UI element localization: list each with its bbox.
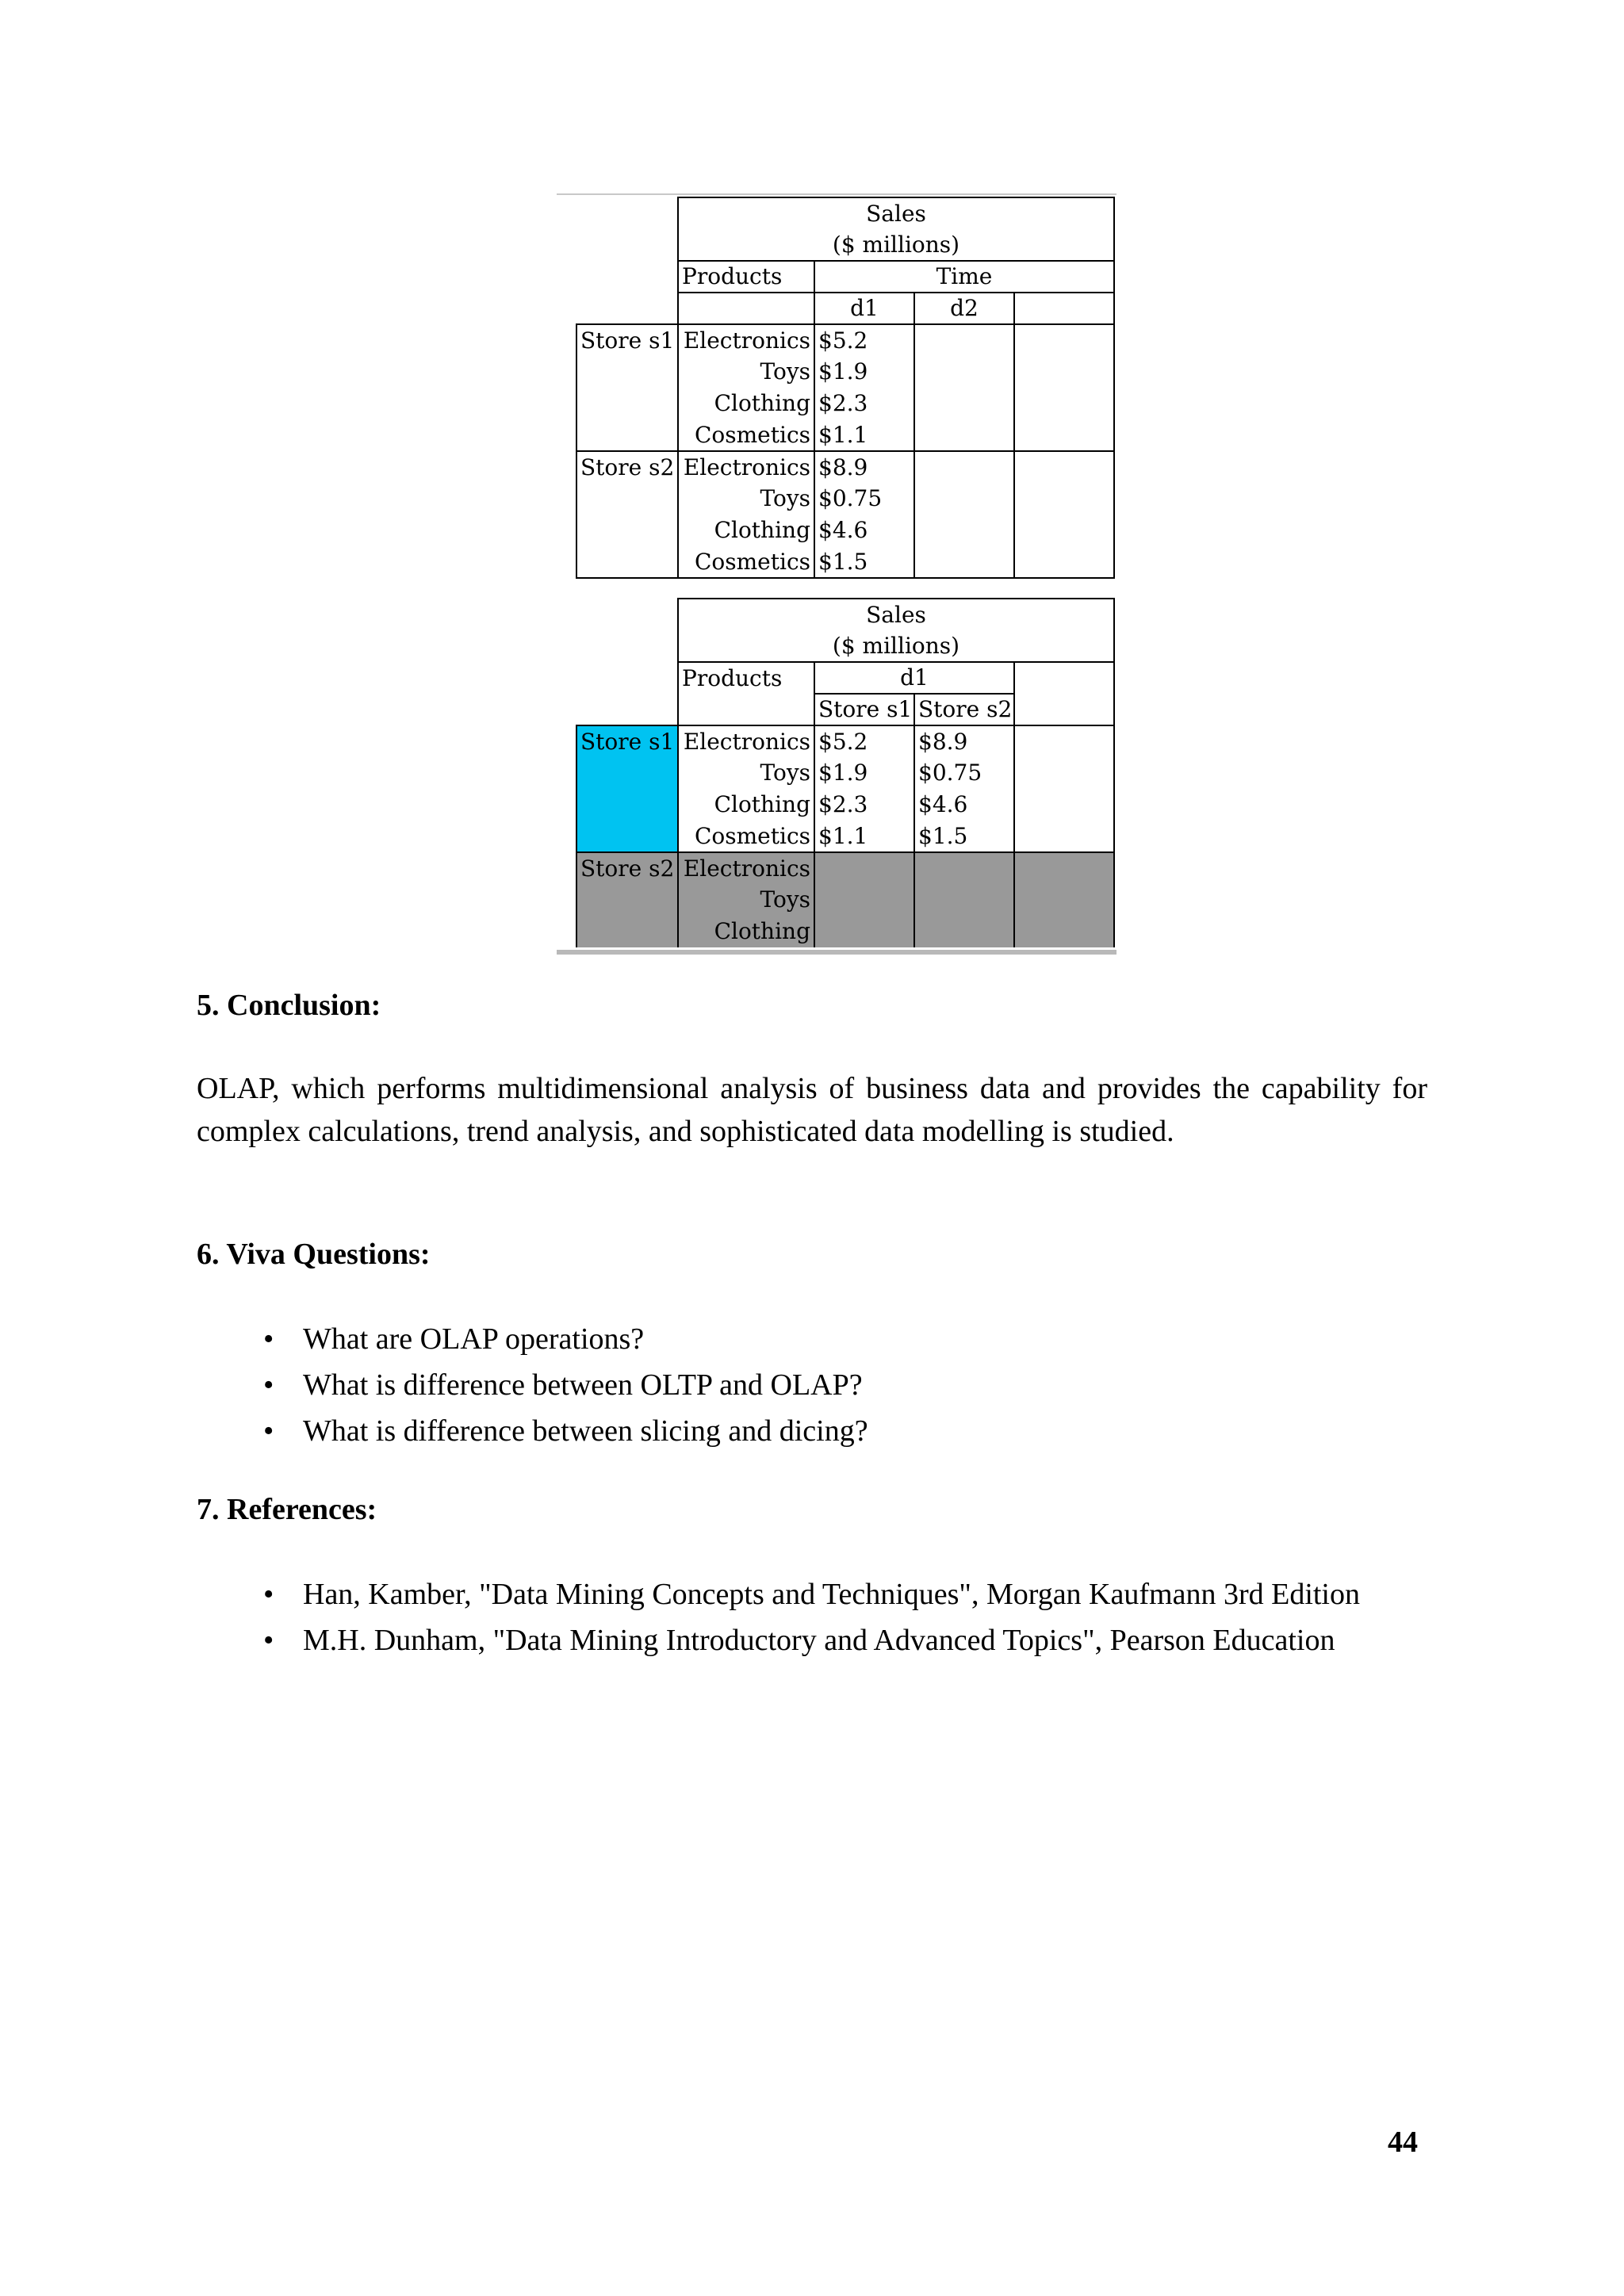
value-cell: $2.3 xyxy=(814,789,914,821)
product-cell: Toys xyxy=(678,356,814,388)
value-cell: $4.6 xyxy=(814,515,914,546)
product-cell: Toys xyxy=(678,483,814,515)
sales-unit: ($ millions) xyxy=(678,229,1114,261)
product-cell: Clothing xyxy=(678,388,814,419)
value-cell: $1.9 xyxy=(814,757,914,789)
sales-header: Sales xyxy=(678,197,1114,229)
products-label: Products xyxy=(678,261,814,293)
list-item: • Han, Kamber, "Data Mining Concepts and Techniques", Morgan Kaufmann 3rd Edition xyxy=(263,1573,1437,1616)
col-d2: d2 xyxy=(914,293,1014,324)
product-cell: Cosmetics xyxy=(678,419,814,451)
page-number: 44 xyxy=(1388,2126,1418,2159)
store-s2-label: Store s2 xyxy=(576,852,678,884)
bullet-icon: • xyxy=(263,1414,274,1448)
value-cell: $1.1 xyxy=(814,821,914,852)
product-cell: Toys xyxy=(678,884,814,916)
store-s1-label: Store s1 xyxy=(576,324,678,356)
value-cell: $1.9 xyxy=(814,356,914,388)
value-cell: $1.1 xyxy=(814,419,914,451)
value-cell: $5.2 xyxy=(814,324,914,356)
product-cell: Electronics xyxy=(678,451,814,483)
value-cell: $5.2 xyxy=(814,725,914,757)
product-cell: Cosmetics xyxy=(678,821,814,852)
product-cell: Electronics xyxy=(678,725,814,757)
d1-label: d1 xyxy=(814,662,1014,694)
value-cell: $1.5 xyxy=(814,546,914,578)
conclusion-heading: 5. Conclusion: xyxy=(197,989,381,1022)
time-label: Time xyxy=(814,261,1114,293)
conclusion-text: OLAP, which performs multidimensional analysis of business data and provides the capability for complex calculations, trend analysis, and sophisticated data modelling is studied. xyxy=(197,1072,1427,1148)
product-cell: Clothing xyxy=(678,789,814,821)
bullet-icon: • xyxy=(263,1322,274,1356)
store-s1-label: Store s1 xyxy=(576,725,678,757)
product-cell: Toys xyxy=(678,757,814,789)
store-s2-label: Store s2 xyxy=(576,451,678,483)
list-item: • What are OLAP operations? xyxy=(263,1318,1453,1360)
bullet-icon: • xyxy=(263,1368,274,1402)
value-cell: $0.75 xyxy=(814,483,914,515)
col-store-s1: Store s1 xyxy=(814,694,914,725)
references-heading: 7. References: xyxy=(197,1493,377,1526)
value-cell: $8.9 xyxy=(814,451,914,483)
list-item: • M.H. Dunham, "Data Mining Introductory and Advanced Topics", Pearson Education xyxy=(263,1619,1437,1662)
viva-list xyxy=(263,1318,1453,1456)
value-cell: $0.75 xyxy=(914,757,1014,789)
viva-heading: 6. Viva Questions: xyxy=(197,1238,431,1271)
value-cell: $8.9 xyxy=(914,725,1014,757)
product-cell: Cosmetics xyxy=(678,546,814,578)
bullet-icon: • xyxy=(263,1624,274,1657)
col-d1: d1 xyxy=(814,293,914,324)
value-cell: $4.6 xyxy=(914,789,1014,821)
sales-header: Sales xyxy=(678,599,1114,630)
figure-bottom-border xyxy=(557,950,1116,955)
value-cell: $2.3 xyxy=(814,388,914,419)
value-cell: $1.5 xyxy=(914,821,1014,852)
product-cell: Electronics xyxy=(678,852,814,884)
list-item: • What is difference between OLTP and OLAP? xyxy=(263,1364,1453,1406)
products-label: Products xyxy=(678,662,814,694)
sales-cube-table xyxy=(576,197,1115,579)
product-cell: Clothing xyxy=(678,916,814,947)
col-store-s2: Store s2 xyxy=(914,694,1014,725)
bullet-icon: • xyxy=(263,1578,274,1611)
sales-slice-table xyxy=(576,598,1115,947)
product-cell: Electronics xyxy=(678,324,814,356)
olap-figure xyxy=(557,193,1116,955)
sales-unit: ($ millions) xyxy=(678,630,1114,662)
list-item: • What is difference between slicing and dicing? xyxy=(263,1410,1453,1452)
references-list xyxy=(263,1573,1437,1665)
figure-top-border xyxy=(557,193,1116,195)
product-cell: Clothing xyxy=(678,515,814,546)
